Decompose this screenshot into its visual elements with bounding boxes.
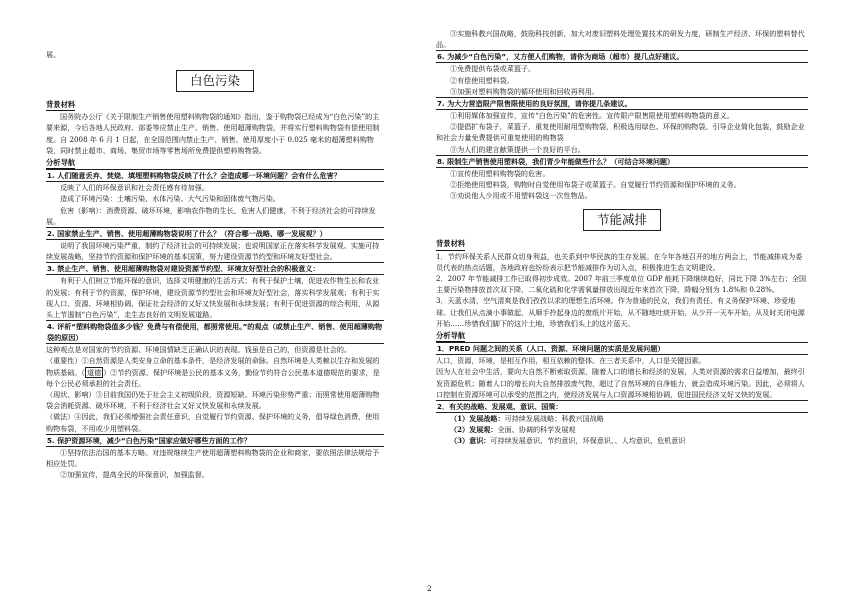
strategy-question: 2．有关的战略、发展观、意识、国策： xyxy=(436,400,808,413)
analysis-guide-tag-2: 分析导航 xyxy=(436,330,465,342)
question-2: 2. 国家禁止生产、销售、使用超薄购物袋说明了什么？（符合哪一战略、哪一发展观？） xyxy=(46,227,384,240)
question-1-answer-c: 危害（影响）：消费资源、破坏环境，影响农作物的生长，危害人们健康，不利于经济社会的可持续发展。 xyxy=(46,205,376,226)
question-4-answer-a: 这种观点是对国家的节约资源、环境国情缺乏正确认识的表现。钱虽是自己的，但资源是社会的。 xyxy=(46,345,352,355)
pred-answer-b: 因为人在社会中生活，要向大自然不断索取资源，随着人口的增长和经济的发展，人类对资源的需求日益增加，最终引发资源危机；随着人口的增长向大自然排放废气物，超过了自然环境的自净能力，就会造成环境污染。因此，必须将人口控制在资源环境可以承受的范围之内，使经济发展与人口资源环境相协调，促进国民经济又好又快的发展。 xyxy=(436,367,805,399)
lead-text: 展。 xyxy=(46,50,61,59)
strategy-item-1-text: 可持续发展战略；科教兴国战略 xyxy=(504,414,604,424)
pred-question: 1．PRED 问题之间的关系（人口、资源、环境问题的实质是发展问题） xyxy=(436,342,808,355)
background-2-item-2: 2．2007 年节能减排工作已取得初步成效。2007 年前三季度单位 GDP 能耗下降继续趋好，同比下降 3%左右；全国主要污染物排放首次双下降，二氧化硫和化学需氧量排放出现近年来首次下降，降幅分别为 1.8%和 0.28%。 xyxy=(436,274,807,295)
question-3: 3. 禁止生产、销售、使用超薄购物袋对建设资源节约型、环境友好型社会的积极意义： xyxy=(46,262,384,275)
question-7-answer-b: ②提倡扩布袋子，菜篮子，重复使用耐用型购物袋，积极选用绿色、环保的购物袋。引导企业简化包装，鼓励企业和社会力量免费提供可重复使用的购物袋 xyxy=(436,122,805,143)
background-2-item-3: 3．天蓝水清，空气清爽是我们孜孜以求的理想生活环境。作为普通的民众，我们有责任、有义务保护环境、珍爱地球。让我们从点滴小事做起，从顺手拎起身边的废纸片开始，从不随地吐痰开始，从少开一天车开始，从及时关闭电源开始……珍惜我们脚下的这片土地，珍惜我们头上的这片蓝天。 xyxy=(436,296,805,328)
strategy-item-3-text: 可持续发展意识、节约意识，环保意识、、人均意识、危机意识 xyxy=(490,436,686,446)
question-4-answer-b-part1: （重要性）①自然资源是人类安身立命的基本条件，是经济发展的命脉。自然环境是人类赖以生存和发展的物质基础。（ xyxy=(46,356,380,377)
pred-answer-a: 人口，资源，环境，是相互作用，相互依赖的整体。在三者关系中，人口是关键因素。 xyxy=(436,356,706,366)
question-7: 7. 为大力营造限产限售限使用的良好氛围，请你提几条建议。 xyxy=(436,97,808,110)
question-1: 1. 人们随意丢弃、焚烧、填埋塑料购物袋反映了什么？会造成哪一环境问题？会有什么危害？ xyxy=(46,169,384,182)
question-4-answer-b-part2: ）②节约资源、保护环境是公民的基本义务，勤俭节约符合公民基本道德规范的要求，是每个公民必须承担的社会责任。 xyxy=(46,367,380,388)
strategy-item-1 xyxy=(436,413,808,424)
question-2-answer: 说明了我国环境污染严重，制约了经济社会的可持续发展；也说明国家正在落实科学发展观、实施可持续发展战略，坚持节约资源和保护环境的基本国策，努力建设资源节约型和环境友好型社会。 xyxy=(46,241,380,262)
background-2-item-1: 1．节约环保关系人民群众切身利益，也关系到中华民族的生存发展。在今年各地召开的地方两会上，节能减排成为委员代表的热点话题，各地政府也纷纷表示把节能减排作为切入点，积极推进生态文明建设。 xyxy=(436,251,803,272)
section-title-white-pollution: 白色污染 xyxy=(176,70,254,92)
section-title-energy-saving: 节能减排 xyxy=(583,209,661,231)
analysis-guide-tag: 分析导航 xyxy=(46,157,75,169)
background-material-tag: 背景材料 xyxy=(46,99,75,111)
strategy-item-3 xyxy=(436,435,808,446)
question-6-answer-b: ②有偿使用塑料袋。 xyxy=(450,75,514,85)
strategy-item-3-label: （3）意识： xyxy=(450,436,491,446)
question-7-answer-a: ①利用媒体加强宣传，宣传“白色污染”的危害性。宣传限产限售限使用塑料购物袋的意义。 xyxy=(450,111,734,121)
question-8-answer-c: ③劝说他人少用或不用塑料袋这一次性物品。 xyxy=(450,191,592,201)
question-1-answer-b: 造成了环境污染：土壤污染、水体污染、大气污染和固体废气物污染。 xyxy=(60,194,280,204)
left-column xyxy=(46,52,384,480)
question-4-answer-b xyxy=(46,355,384,389)
question-4: 4. 评析“塑料购物袋值多少钱？免费与有偿使用，都照常使用。”的观点（或禁止生产、销售、使用超薄购物袋的原因） xyxy=(47,322,383,343)
question-5-answer-c: ③实施科教兴国战略，鼓励科技创新，加大对废旧塑料处理处置技术的研发力度，研制生产经济、环保的塑料替代品。 xyxy=(436,29,805,50)
question-4-answer-c: （现状、影响）③目前我国仍处于社会主义初级阶段，资源短缺、环境污染形势严重；而照常使用超薄购物袋会消耗资源、破坏环境，不利于经济社会又好又快发展和永续发展。 xyxy=(46,390,380,411)
background-material-tag-2: 背景材料 xyxy=(436,238,465,250)
question-5-answer-a: ①坚持依法治国的基本方略。对违规继续生产使用超薄塑料购物袋的企业和商家，要依照法律法规给予相应处罚。 xyxy=(46,447,380,469)
question-6: 6. 为减少“白色污染”，又方便人们购物，请你为商场（超市）提几点好建议。 xyxy=(436,50,808,63)
page-number: 2 xyxy=(427,584,432,593)
question-6-answer-a: ①免费提供布袋或菜篮子。 xyxy=(450,64,536,74)
question-5: 5. 保护资源环境，减少“白色污染”国家应做好哪些方面的工作？ xyxy=(46,434,384,447)
question-3-answer: 有利于人们树立节能环保的意识，选择文明健康的生活方式；有利于保护土壤，促进农作物生长和农业的发展；有利于节约资源，保护环境，建设资源节约型社会和环境友好型社会，落实科学发展观；有利于实现人口、资源、环境相协调，保证社会经济的又好又快发展和永续发展；有利于促进资源的综合利用，从源头上节遏制“白色污染”，走生态良好的文明发展道路。 xyxy=(46,276,380,320)
question-8-answer-b: ②拒绝使用塑料袋，购物时自觉使用布袋子或菜篮子。自觉履行节约资源和保护环境的义务。 xyxy=(450,180,741,190)
background-text: 国务院办公厅《关于限制生产销售使用塑料购物袋的通知》指出，鉴于购物袋已经成为“白色污染”的主要来源，今后各地人民政府、部委等应禁止生产、销售、使用超薄购物袋，并将实行塑料购物袋有偿使用制度。自 2008 年 6 月 1 日起，在全国范围内禁止生产、销售、使用厚度小于 0.025 毫米的超薄塑料购物袋，同时禁止超市、商场、集贸市场等零售场所免费提供塑料购物袋。 xyxy=(46,112,380,155)
question-4-answer-d: （做法）④因此，我们必须增强社会责任意识，自觉履行节约资源、保护环境的义务，倡导绿色消费，使用购物布袋，不用或少用塑料袋。 xyxy=(46,412,380,433)
question-8-answer-a: ①宣传使用塑料购物袋的危害。 xyxy=(450,168,550,178)
moral-boxed-word: 道德 xyxy=(87,367,102,377)
question-6-answer-c: ③加强对塑料购物袋的循环使用和回收再利用。 xyxy=(450,86,599,96)
strategy-item-1-label: （1）发展战略： xyxy=(450,414,505,424)
question-1-answer-a: 反映了人们的环保意识和社会责任感有待加强。 xyxy=(60,183,209,193)
right-column xyxy=(436,28,808,447)
strategy-item-2 xyxy=(436,424,808,435)
question-5-answer-b: ②加强宣传，提高全民的环保意识，加强监督。 xyxy=(60,470,209,480)
question-7-answer-c: ③为人们的建言献策提供一个良好的平台。 xyxy=(450,144,585,154)
strategy-item-2-text: 全面、协调的科学发展观 xyxy=(497,425,576,435)
strategy-item-2-label: （2）发展观： xyxy=(450,425,498,435)
question-8: 8. 限制生产销售使用塑料袋，我们青少年能做些什么？（可结合环境问题） xyxy=(436,155,808,168)
